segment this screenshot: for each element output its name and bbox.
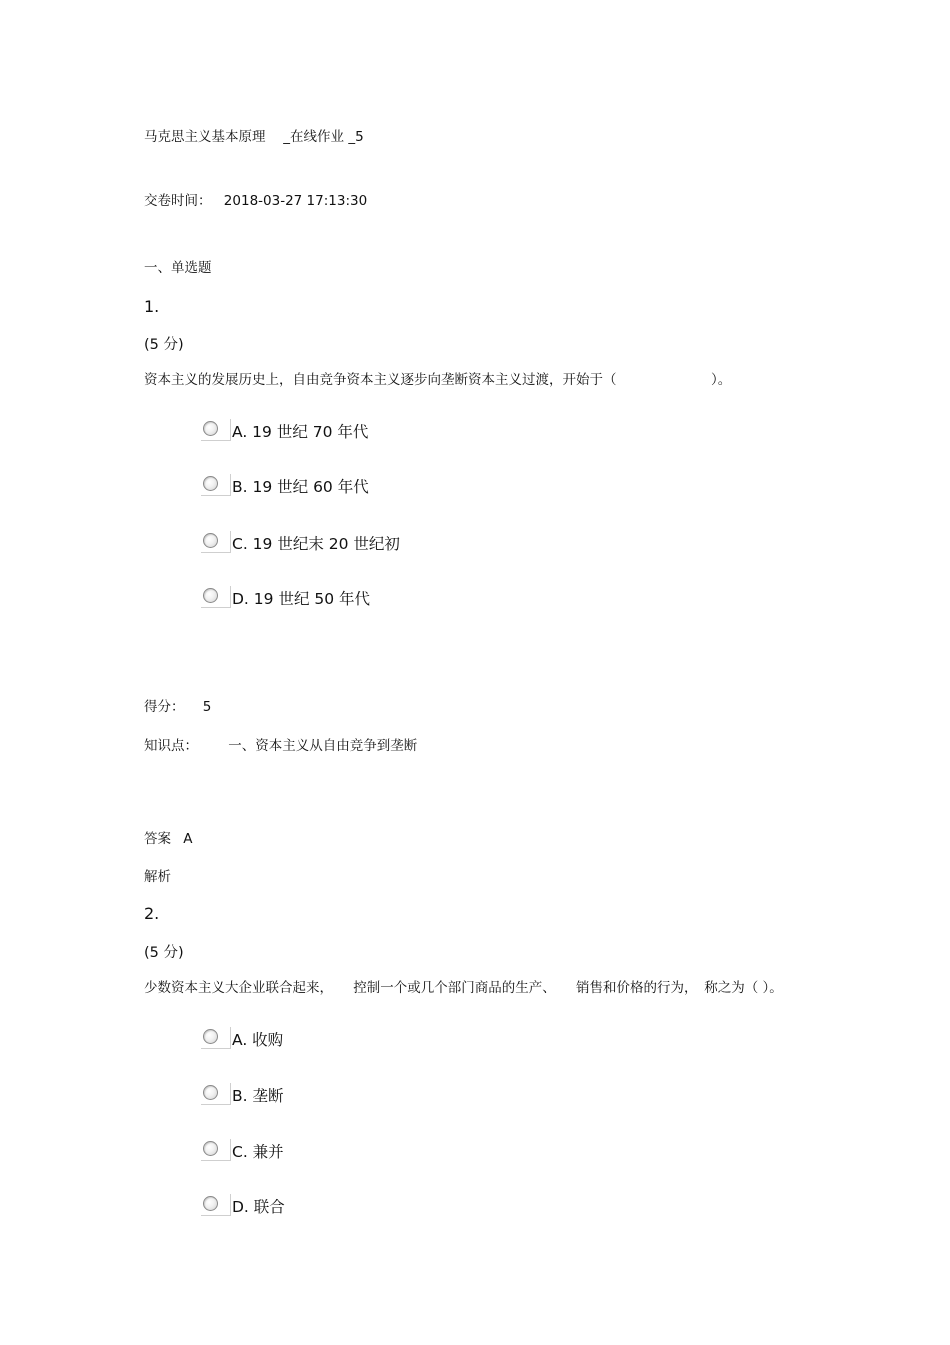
question-2-points: (5 分)	[144, 945, 184, 961]
question-1-points: (5 分)	[144, 337, 184, 353]
option-label: D. 19 世纪 50 年代	[232, 590, 371, 608]
radio-circle-icon[interactable]	[203, 533, 218, 548]
submit-time-label: 交卷时间：	[144, 193, 212, 209]
question-1-option-c[interactable]	[201, 531, 400, 554]
question-2-option-a[interactable]	[201, 1027, 283, 1050]
question-2-number: 2.	[144, 904, 160, 923]
question-1-option-d[interactable]	[201, 586, 370, 609]
section-title: 一、单选题	[144, 260, 212, 276]
radio-circle-icon[interactable]	[203, 1141, 218, 1156]
submit-time-value: 2018-03-27 17:13:30	[223, 193, 368, 209]
radio-button[interactable]	[201, 1139, 231, 1161]
submit-time	[144, 192, 367, 210]
document-title: 马克思主义基本原理 _在线作业 _5	[144, 129, 364, 145]
question-1-number: 1.	[144, 297, 160, 316]
question-2-stem: 少数资本主义大企业联合起来， 控制一个或几个部门商品的生产、 销售和价格的行为， 称之为（ ）。	[144, 980, 783, 996]
question-1-answer	[144, 830, 193, 848]
radio-button[interactable]	[201, 419, 231, 441]
radio-circle-icon[interactable]	[203, 1196, 218, 1211]
radio-button[interactable]	[201, 1083, 231, 1105]
option-label: C. 19 世纪末 20 世纪初	[232, 535, 400, 553]
score-label: 得分：	[144, 699, 185, 715]
knowledge-value: 一、资本主义从自由竞争到垄断	[228, 738, 418, 754]
radio-circle-icon[interactable]	[203, 588, 218, 603]
radio-circle-icon[interactable]	[203, 476, 218, 491]
option-label: A. 19 世纪 70 年代	[232, 423, 369, 441]
question-2-option-c[interactable]	[201, 1139, 284, 1162]
radio-button[interactable]	[201, 586, 231, 608]
question-1-analysis-label: 解析	[144, 869, 171, 885]
question-2-option-b[interactable]	[201, 1083, 284, 1106]
radio-circle-icon[interactable]	[203, 1085, 218, 1100]
radio-button[interactable]	[201, 1027, 231, 1049]
score-value: 5	[202, 699, 212, 715]
option-label: C. 兼并	[232, 1143, 284, 1161]
radio-button[interactable]	[201, 474, 231, 496]
option-label: B. 19 世纪 60 年代	[232, 478, 369, 496]
radio-button[interactable]	[201, 1194, 231, 1216]
answer-value: A	[183, 831, 193, 847]
question-1-knowledge	[144, 737, 417, 755]
option-label: A. 收购	[232, 1031, 284, 1049]
option-label: B. 垄断	[232, 1087, 284, 1105]
radio-circle-icon[interactable]	[203, 421, 218, 436]
question-2-option-d[interactable]	[201, 1194, 285, 1217]
radio-button[interactable]	[201, 531, 231, 553]
question-1-option-b[interactable]	[201, 474, 369, 497]
knowledge-label: 知识点：	[144, 738, 198, 754]
question-1-stem: 资本主义的发展历史上，自由竞争资本主义逐步向垄断资本主义过渡，开始于（ ）。	[144, 372, 732, 388]
question-1-option-a[interactable]	[201, 419, 368, 442]
radio-circle-icon[interactable]	[203, 1029, 218, 1044]
option-label: D. 联合	[232, 1198, 285, 1216]
answer-label: 答案	[144, 831, 171, 847]
question-1-score	[144, 698, 211, 716]
